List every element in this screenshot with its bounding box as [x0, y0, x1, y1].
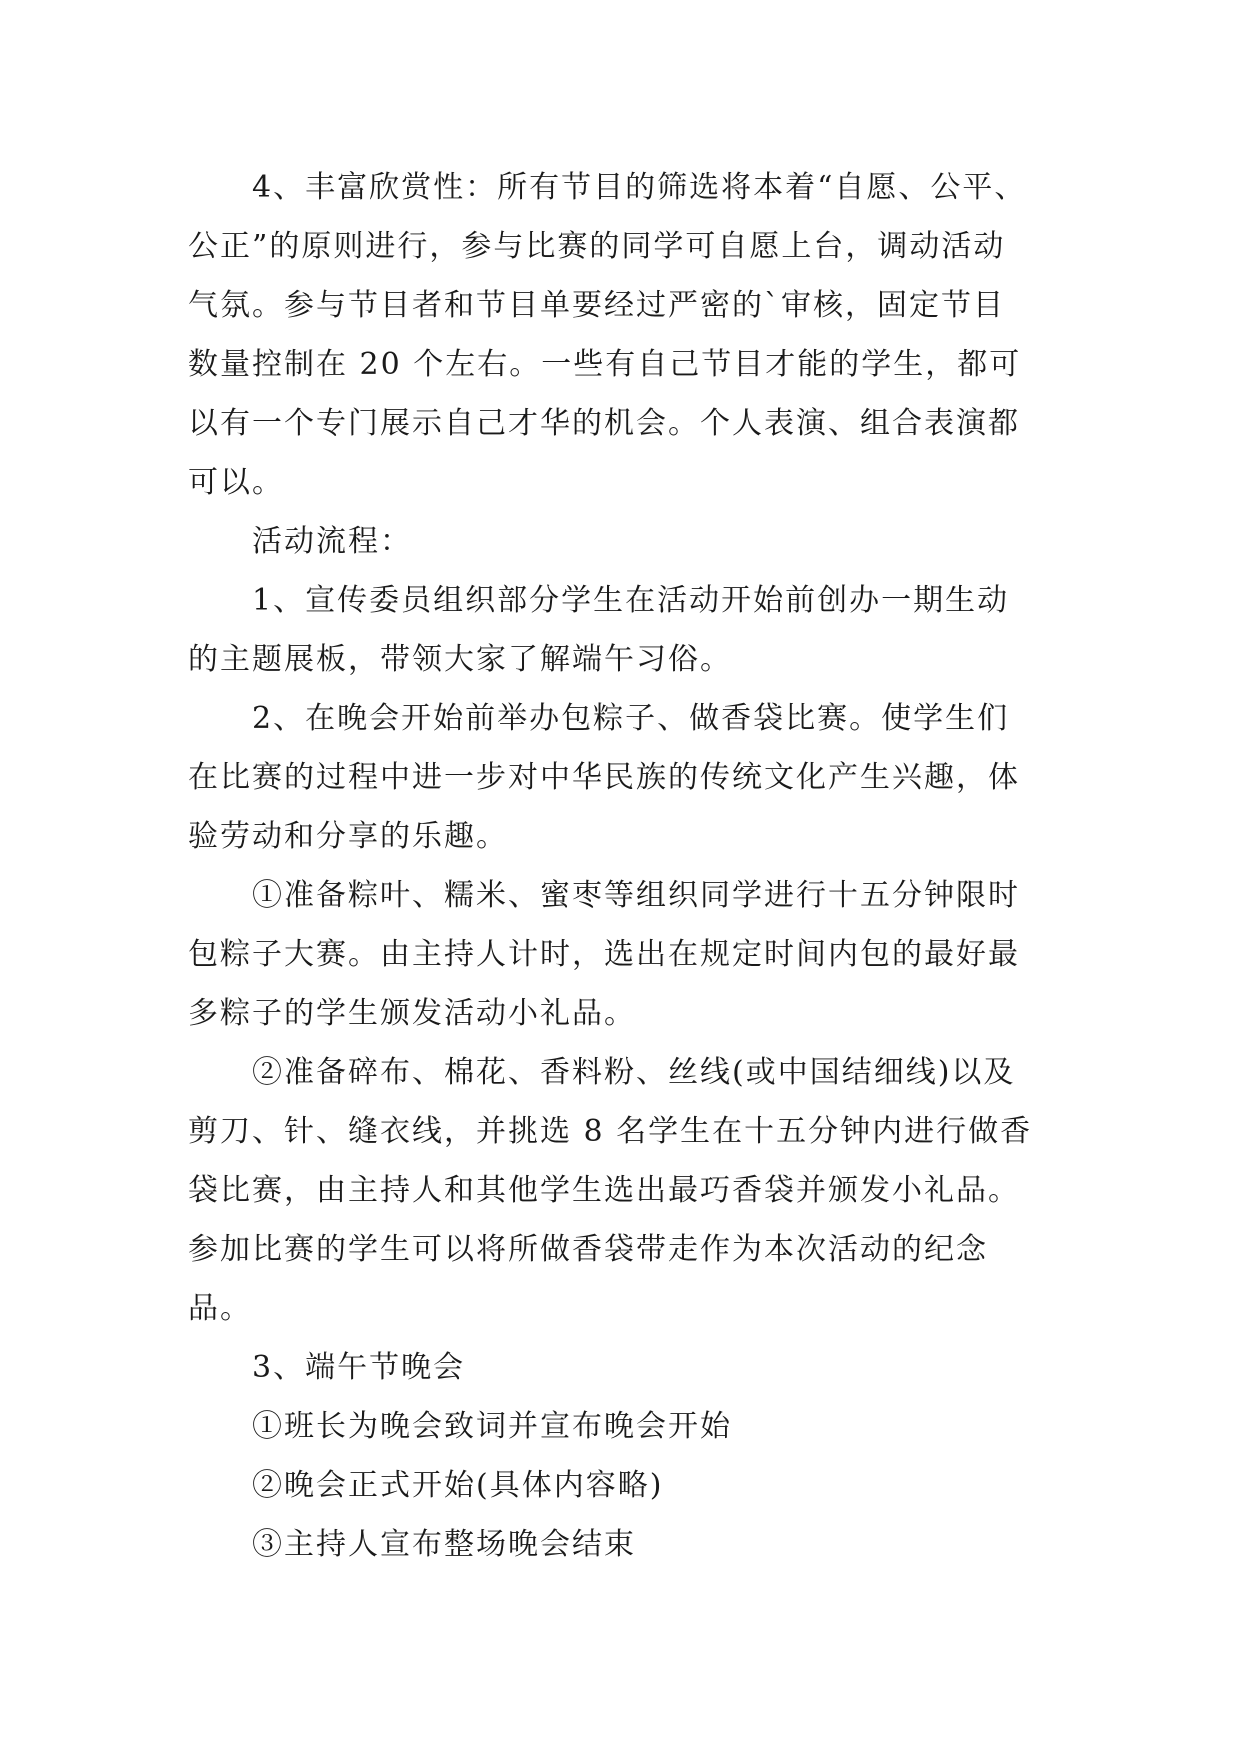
text-line: ①准备粽叶、糯米、蜜枣等组织同学进行十五分钟限时 — [252, 878, 1020, 913]
text-line: 参加比赛的学生可以将所做香袋带走作为本次活动的纪念 — [188, 1232, 988, 1267]
text-line: 2、在晚会开始前举办包粽子、做香袋比赛。使学生们 — [252, 701, 1010, 736]
text-line: 品。 — [188, 1291, 252, 1326]
text-line: 以有一个专门展示自己才华的机会。个人表演、组合表演都 — [188, 406, 1020, 441]
text-line: 3、端午节晚会 — [252, 1350, 466, 1385]
text-line: 剪刀、针、缝衣线，并挑选 8 名学生在十五分钟内进行做香 — [188, 1114, 1033, 1149]
paragraph-gala-end — [188, 1515, 1068, 1574]
text-line: 1、宣传委员组织部分学生在活动开始前创办一期生动 — [252, 583, 1010, 618]
paragraph-step-2 — [188, 689, 1068, 866]
paragraph-gala-start — [188, 1456, 1068, 1515]
paragraph-appreciation — [188, 158, 1068, 512]
paragraph-step-3 — [188, 1338, 1068, 1397]
text-line: 多粽子的学生颁发活动小礼品。 — [188, 996, 636, 1031]
text-line: ③主持人宣布整场晚会结束 — [252, 1527, 636, 1562]
text-line: ②晚会正式开始(具体内容略) — [252, 1468, 664, 1503]
text-line: 活动流程： — [252, 524, 412, 559]
paragraph-step-1 — [188, 571, 1068, 689]
text-line: 的主题展板，带领大家了解端午习俗。 — [188, 642, 732, 677]
text-line: 公正”的原则进行，参与比赛的同学可自愿上台，调动活动 — [188, 229, 1006, 264]
text-line: ②准备碎布、棉花、香料粉、丝线(或中国结细线)以及 — [252, 1055, 1016, 1090]
document-body — [188, 158, 1068, 1574]
paragraph-activity-process-heading — [188, 512, 1068, 571]
paragraph-gala-opening — [188, 1397, 1068, 1456]
text-line: 数量控制在 20 个左右。一些有自己节目才能的学生，都可 — [188, 347, 1022, 382]
paragraph-zongzi-contest — [188, 866, 1068, 1043]
text-line: 气氛。参与节目者和节目单要经过严密的`审核，固定节目 — [188, 288, 1005, 323]
text-line: 包粽子大赛。由主持人计时，选出在规定时间内包的最好最 — [188, 937, 1020, 972]
text-line: 袋比赛，由主持人和其他学生选出最巧香袋并颁发小礼品。 — [188, 1173, 1020, 1208]
text-line: 4、丰富欣赏性：所有节目的筛选将本着“自愿、公平、 — [252, 170, 1027, 205]
text-line: 可以。 — [188, 465, 284, 500]
text-line: ①班长为晚会致词并宣布晚会开始 — [252, 1409, 732, 1444]
text-line: 在比赛的过程中进一步对中华民族的传统文化产生兴趣，体 — [188, 760, 1020, 795]
paragraph-sachet-contest — [188, 1043, 1068, 1338]
text-line: 验劳动和分享的乐趣。 — [188, 819, 508, 854]
